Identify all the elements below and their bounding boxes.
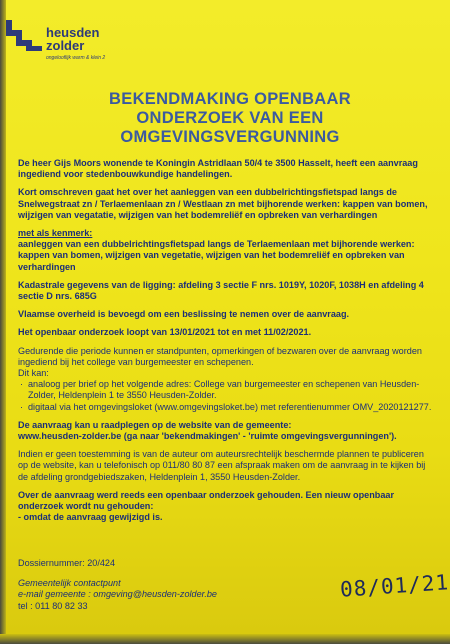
handwritten-date: 08/01/21 (339, 570, 450, 602)
summary-paragraph: Kort omschreven gaat het over het aanleggen van een dubbelrichtingsfietspad langs de Snelwegstraat zn / Terlaemenlaan zn / Westlaan zn met bijhorende werken: kappen van bomen, wijzigen van vegatatie, wijzigen van het bodemreliëf en opbreken van verhardingen (18, 187, 428, 220)
options-label: Dit kan: (18, 368, 49, 379)
new-inquiry-paragraph (18, 490, 436, 524)
website-paragraph (18, 420, 436, 442)
municipality-logo (6, 18, 146, 62)
new-inquiry-reason: - omdat de aanvraag gewijzigd is. (18, 512, 163, 523)
poster-bottom-edge (0, 634, 450, 644)
kenmerk-text: aanleggen van een dubbelrichtingsfietspad langs de Terlaemenlaan met bijhorende werken: kappen van bomen, wijzigen van vegetatie, wijzigen van het bodemreliëf en opbreken van verhardingen (18, 239, 415, 272)
contact-label: Gemeentelijk contactpunt (18, 577, 121, 588)
submission-options (18, 379, 436, 413)
logo-name (46, 26, 99, 52)
logo-mark-icon (6, 18, 44, 52)
kenmerk-label: met als kenmerk: (18, 228, 93, 239)
copyright-paragraph: Indien er geen toestemming is van de auteur om auteursrechtelijk beschermde plannen te publiceren op de website, kan u telefonisch op 011/80 80 87 een afspraak maken om de aanvraag in te kijken bij de afdeling grondgebiedszaken, Heldenplein 1, 3550 Heusden-Zolder. (18, 449, 426, 482)
logo-name-line2: zolder (46, 38, 85, 53)
objections-text: Gedurende die periode kunnen er standpunten, opmerkingen of bezwaren over de aanvraag worden ingediend bij het college van burgemeester en schepenen. (18, 345, 422, 367)
option-analog: · analoog per brief op het volgende adres: College van burgemeester en schepenen van Heusden-Zolder, Heldenplein 1 te 3550 Heusden-Zolder. (28, 379, 436, 401)
logo-tagline: ongelooflijk warm & klein 2 (46, 55, 106, 61)
contact-phone: tel : 011 80 82 33 (18, 600, 88, 611)
logo-name-line1: heusden (46, 25, 100, 40)
website-link[interactable]: www.heusden-zolder.be (ga naar 'bekendmakingen' - 'ruimte omgevingsvergunningen'). (18, 431, 397, 442)
objections-paragraph (18, 346, 436, 380)
poster-shadow-edge (0, 0, 6, 644)
dossier-number: Dossiernummer: 20/424 (18, 558, 116, 568)
notice-title: BEKENDMAKING OPENBAAR ONDERZOEK VAN EEN OMGEVINGSVERGUNNING (109, 90, 351, 146)
applicant-paragraph: De heer Gijs Moors wonende te Koningin Astridlaan 50/4 te 3500 Hasselt, heeft een aanvraag ingediend voor stedenbouwkundige handelingen. (18, 158, 418, 180)
kenmerk-paragraph (18, 228, 436, 273)
notice-body (18, 158, 436, 530)
cadastral-paragraph: Kadastrale gegevens van de ligging: afdeling 3 sectie F nrs. 1019Y, 1020F, 1038H en afdeling 4 sectie D nrs. 685G (18, 279, 424, 302)
new-inquiry-text: Over de aanvraag werd reeds een openbaar onderzoek gehouden. Een nieuw openbaar onderzoek wordt nu gehouden: (18, 489, 394, 512)
authority-paragraph: Vlaamse overheid is bevoegd om een beslissing te nemen over de aanvraag. (18, 309, 350, 320)
website-intro: De aanvraag kan u raadplegen op de website van de gemeente: (18, 419, 292, 430)
period-paragraph: Het openbaar onderzoek loopt van 13/01/2021 tot en met 11/02/2021. (18, 327, 312, 338)
option-digital: · digitaal via het omgevingsloket (www.omgevingsloket.be) met referentienummer OMV_2020121277. (28, 402, 436, 413)
contact-footer (18, 558, 217, 612)
contact-email[interactable]: e-mail gemeente : omgeving@heusden-zolder.be (18, 589, 217, 599)
